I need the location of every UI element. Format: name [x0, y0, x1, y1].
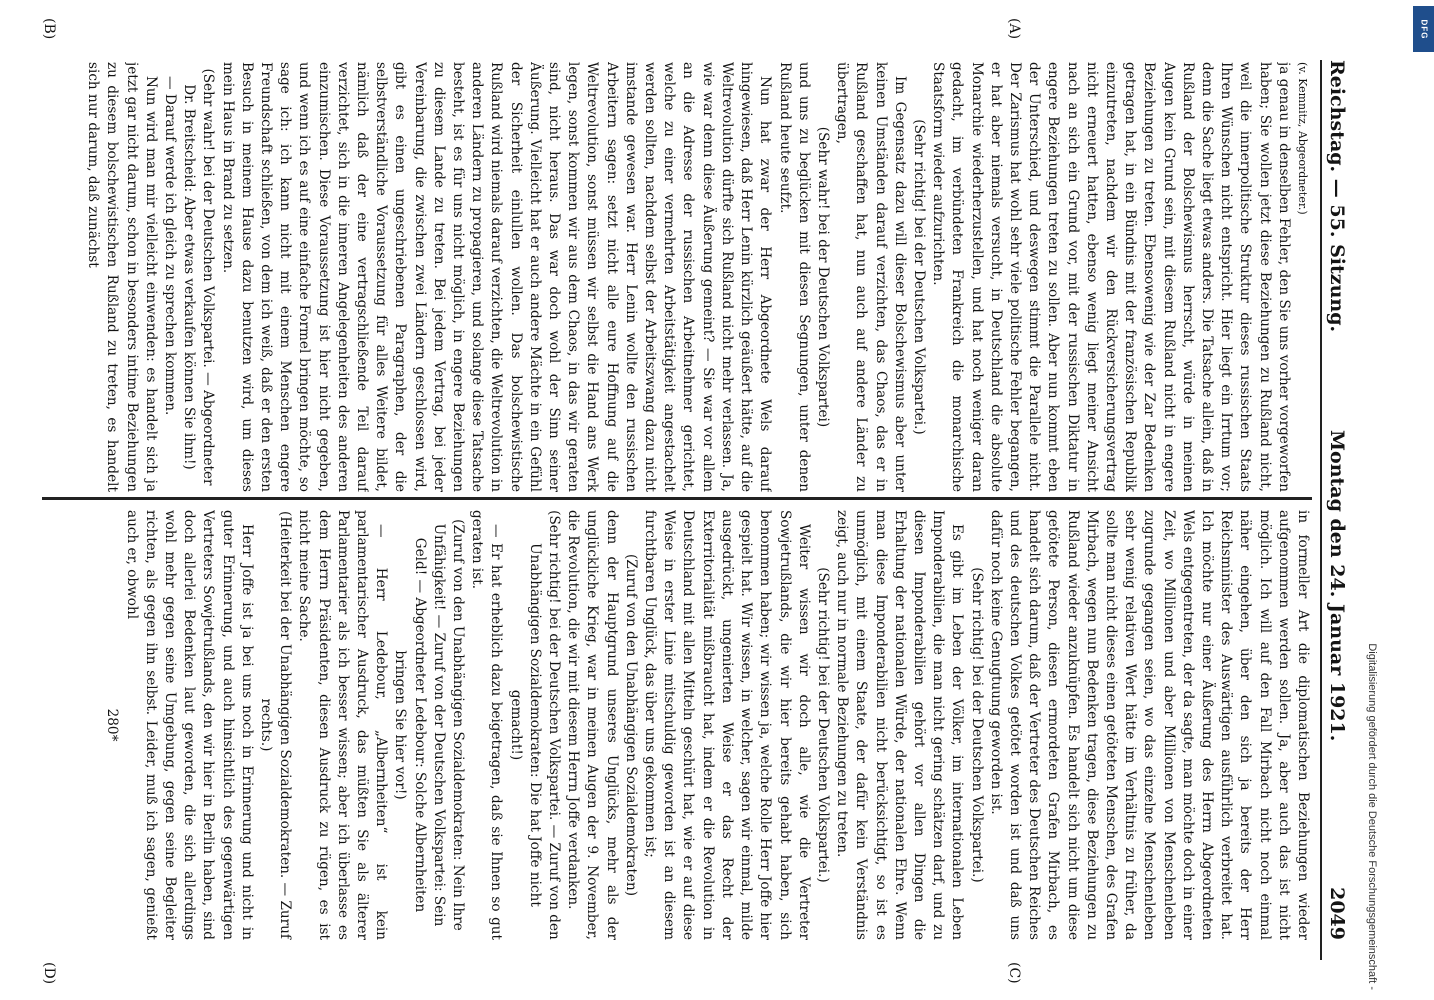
paragraph: Nun wird man mir vielleicht einwenden: es handelt sich ja jetzt gar nicht darum, schon in besonders intime Beziehungen zu diesem bolschewistischen Rußland zu treten, es handelt sich nur darum, daß zunächst [85, 62, 159, 492]
left-column [42, 62, 1312, 492]
credit-text: Digitalisierung gefördert durch die Deutsche Forschungsgemeinschaft - [1366, 643, 1378, 990]
paragraph: Nun hat zwar der Herr Abgeordnete Wels darauf hingewiesen, daß Herr Lenin kürzlich geäußert hätte, auf die Weltrevolution dürfte sich Rußland nicht mehr verlassen. Ja, wie war denn diese Äußerung gemeint? — Sie war vor allem an die Adresse der russischen Arbeitnehmer gerichtet, welche zu einer vermehrten Arbeitstätigkeit angestachelt werden sollten, nachdem selbst der Arbeitszwang dazu nicht imstande gewesen war. Herr Lenin wollte den russischen Arbeitern sagen: setzt nicht alle eure Hoffnung auf die Weltrevolution, sonst müssen wir selbst die Hand ans Werk legen, sonst kommen wir aus dem Chaos, in das wir geraten sind, nicht heraus. Das war doch wohl der Sinn seiner Äußerung. Vielleicht hat er auch andere Mächte in ein Gefühl der Sicherheit einlullen wollen. Das bolschewistische Rußland wird niemals darauf verzichten, die Weltrevolution in anderen Ländern zu propagieren, und solange diese Tatsache besteht, ist es für uns nicht möglich, in engere Beziehungen zu diesem Lande zu treten. Bei jedem Vertrag, bei jeder Vereinbarung, die zwischen zwei Ländern geschlossen wird, gibt es einen ungeschriebenen Paragraphen, der die selbstverständliche Voraussetzung für alles Weitere bildet, nämlich daß der eine vertragschließende Teil darauf verzichtet, sich in die inneren Angelegenheiten des anderen einzumischen. Diese Voraussetzung ist hier nicht gegeben, und wenn ich es auf eine einfache Formel bringen möchte, so sage ich: ich kann nicht mit einem Menschen engere Freundschaft schließen, von dem ich weiß, daß er den ersten Besuch in meinem Hause dazu benutzen wird, um dieses mein Haus in Brand zu setzen. [219, 62, 774, 492]
document-page [17, 0, 1372, 1000]
interjection: (Heiterkeit bei der Unabhängigen Sozialdemokraten. — Zuruf rechts.) [258, 511, 294, 939]
digitization-credit [1352, 0, 1392, 1000]
margin-mark-b: (B) [41, 18, 57, 40]
margin-mark-c: (C) [1006, 962, 1022, 984]
header-rule [1320, 60, 1322, 960]
speaker-label: (v. Kemnitz, Abgeordneter.) [1296, 62, 1309, 215]
page-number: 2049 [1326, 887, 1348, 940]
interjection: (Zuruf von den Unabhängigen Sozialdemokraten) [622, 553, 639, 897]
interjection: (Sehr richtig! bei der Deutschen Volkspartei.) [814, 567, 831, 883]
paragraph: Weiter wissen wir doch alle, wie die Vertreter Sowjetrußlands, die wir hier bereits gehabt haben, sich benommen haben; wir wissen ja, welche Rolle Herr Joffe hier gespielt hat. Wir wissen, in welcher, sagen wir einmal, milde ausgedrückt, ungenierten Weise er das Recht der Exterritorialität mißbraucht hat, indem er die Revolution in Deutschland mit allen Mitteln geschürt hat, wie er auf diese Weise in erster Linie mitschuldig geworden ist an diesem furchtbaren Unglück, das über uns gekommen ist; [642, 510, 812, 940]
paragraph: ja genau in denselben Fehler, den Sie uns vorher vorgeworfen haben; Sie wollen jetzt diese Beziehungen zu Rußland nicht, weil die innerpolitische Struktur dieses russischen Staats Ihren Wünschen nicht entspricht. Hier liegt ein Irrtum vor; denn die Sache liegt etwas anders. Die Tatsache allein, daß in Rußland der Bolschewismus herrscht, würde in meinen Augen kein Grund sein, mit diesem Rußland nicht in engere Beziehungen zu treten. Ebensowenig wie der Zar Bedenken getragen hat, in ein Bündnis mit der französischen Republik einzutreten, nachdem wir den Rückversicherungsvertrag nicht erneuert hatten, ebenso wenig liegt meiner Ansicht nach an sich ein Grund vor, mit der russischen Diktatur in engere Beziehungen treten zu sollen. Aber nun kommt eben der Unterschied, und deswegen stimmt die Parallele nicht. Der Zarismus hat wohl sehr viele politische Fehler begangen, er hat aber niemals versucht, in Deutschland die absolute Monarchie wiederherzustellen, und hat noch weniger daran gedacht, im verbündeten Frankreich die monarchische Staatsform wieder aufzurichten. [930, 62, 1292, 492]
dfg-logo-text: DFG [1419, 19, 1429, 39]
interjection: (Sehr richtig! bei der Deutschen Volkspartei. — Zuruf von den Unabhängigen Sozialdemokraten: Die hat Joffe nicht gemacht!) [507, 510, 563, 940]
column-divider [42, 497, 1312, 500]
interjection: (Sehr wahr! bei der Deutschen Volkspartei. — Abgeordneter Dr. Breitscheid: Aber etwas verkaufen können Sie ihm!) [181, 68, 217, 486]
interjection: (Sehr richtig! bei der Deutschen Volkspartei.) [968, 567, 985, 883]
paragraph: und uns zu beglücken mit diesen Segnungen, unter denen Rußland heute seufzt. [776, 62, 812, 492]
paragraph: — Herr Ledebour, „Albernheiten“ ist kein parlamentarischer Ausdruck, das müßten Sie als älterer Parlamentarier als ich besser wissen; aber ich überlasse es dem Herrn Präsidenten, diesen Ausdruck zu rügen, es ist nicht meine Sache. [296, 510, 390, 940]
paragraph: Im Gegensatz dazu will dieser Bolschewismus aber unter keinen Umständen darauf verzichten, das Chaos, das er in Rußland geschaffen hat, nun auch auf andere Länder zu übertragen, [834, 62, 908, 492]
paragraph: — Er hat erheblich dazu beigetragen, daß sie Ihnen so gut geraten ist. [469, 510, 505, 940]
header-date: Montag den 24. Januar 1921. [1326, 430, 1348, 742]
paragraph: — Darauf werde ich gleich zu sprechen kommen. [162, 76, 179, 416]
paragraph: Es gibt im Leben der Völker, im internationalen Leben Imponderabilien, die man nicht gering schätzen darf, und zu diesen Imponderabilien gehört vor allen Dingen die Erhaltung der nationalen Würde, der nationalen Ehre. Wenn man diese Imponderabilien nicht berücksichtigt, so ist es unmöglich, mit einem Staate, der dafür kein Verständnis zeigt, auch nur in normale Beziehungen zu treten. [834, 510, 966, 940]
header-session: Reichstag. — 55. Sitzung. [1326, 60, 1348, 333]
interjection: (Sehr wahr! bei der Deutschen Volkspartei) [814, 126, 831, 428]
interjection: (Zuruf von den Unabhängigen Sozialdemokraten: Nein Ihre Unfähigkeit! — Zuruf von der Deutschen Volkspartei: Sein Geld! — Abgeordneter Ledebour: Solche Albernheiten bringen Sie hier vor!) [392, 519, 467, 931]
page-reference: 280* [104, 708, 121, 742]
paragraph: in formeller Art die diplomatischen Beziehungen wieder aufgenommen werden sollen. Ja, aber auch das ist nicht möglich. Ich will auf den Fall Mirbach nicht noch einmal näher eingehen, über den sich ja bereits der Herr Reichsminister des Auswärtigen ausführlich verbreitet hat. Ich möchte nur einer Äußerung des Herrn Abgeordneten Wels entgegentreten, der da sagte, man möchte doch in einer Zeit, wo Millionen und aber Millionen von Menschenleben zugrunde gegangen seien, wo das einzelne Menschenleben sehr wenig relativen Wert hätte im Verhältnis zu früher, da sollte man nicht dieses einen getöteten Menschen, des Grafen Mirbach, wegen nun Bedenken tragen, diese Beziehungen zu Rußland wieder anzuknüpfen. Es handelt sich nicht um diese getötete Person, diesen ermordeten Grafen Mirbach, es handelt sich darum, daß der Vertreter des Deutschen Reiches und des deutschen Volkes getötet worden ist und daß uns dafür noch keine Genugtuung geworden ist. [987, 510, 1311, 940]
paragraph: Herr Joffe ist ja bei uns noch in Erinnerung und nicht in guter Erinnerung, und auch hinsichtlich des gegenwärtigen Vertreters Sowjetrußlands, den wir hier in Berlin haben, sind doch allerlei Bedenken laut geworden, die sich allerdings wohl mehr gegen seine Umgebung, gegen seine Begleiter richten, als gegen ihn selbst. Leider, muß ich sagen, genießt auch er, obwohl [123, 510, 255, 940]
right-column [42, 510, 1312, 940]
page-header [1318, 0, 1350, 1000]
interjection: (Sehr richtig! bei der Deutschen Volkspartei.) [910, 119, 927, 435]
paragraph: denn der Hauptgrund unseres Unglücks, mehr als der unglückliche Krieg, war in meinen Augen der 9. November, die Revolution, die wir mit diesem Herrn Joffe verdanken. [565, 510, 620, 940]
margin-mark-d: (D) [41, 962, 57, 985]
dfg-logo [1413, 6, 1434, 52]
margin-mark-a: (A) [1006, 18, 1022, 40]
